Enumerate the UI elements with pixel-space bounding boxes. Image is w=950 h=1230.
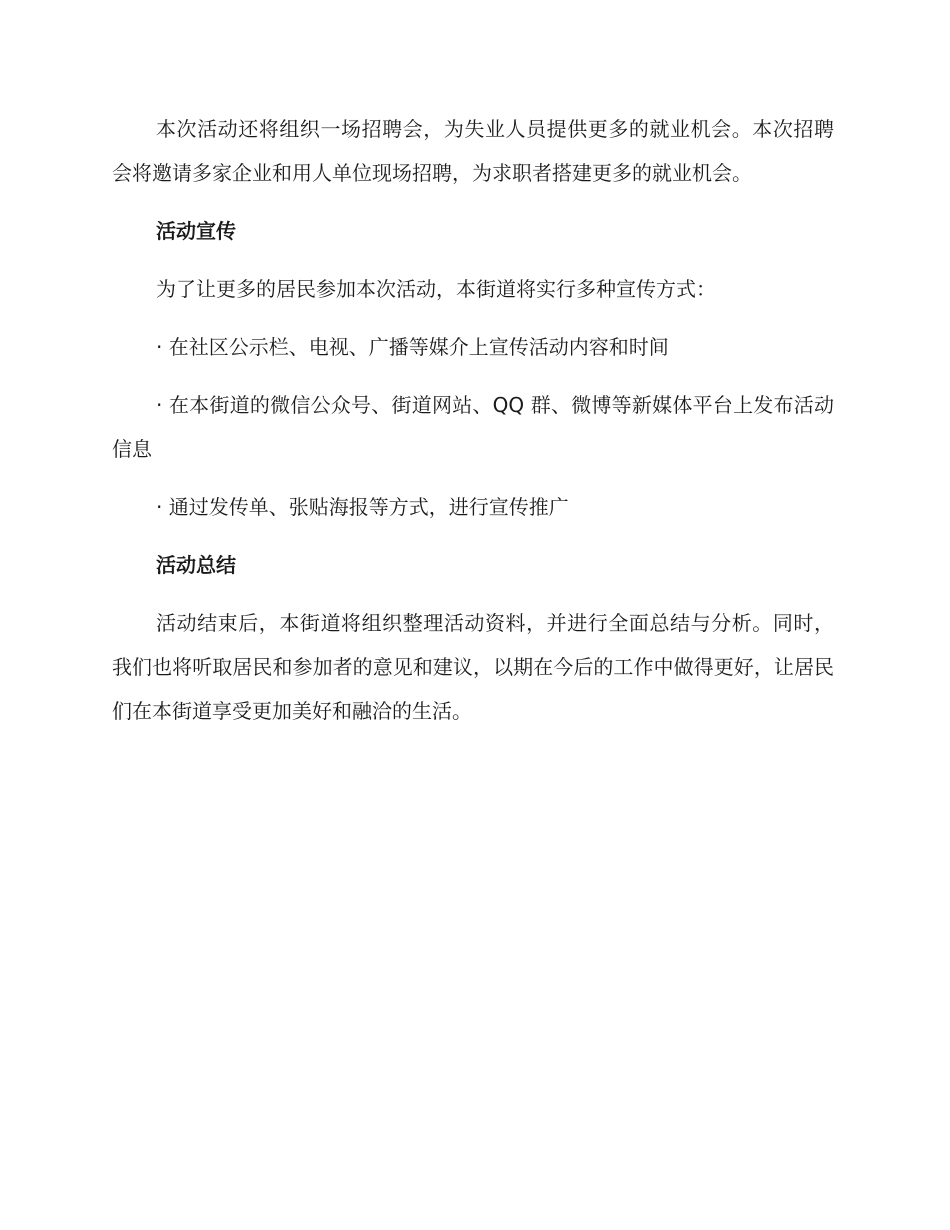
heading-activity-summary: 活动总结 (156, 553, 236, 577)
spacer (112, 311, 834, 325)
bullet-item-new-media: · 在本街道的微信公众号、街道网站、QQ 群、微博等新媒体平台上发布活动信息 (112, 393, 834, 461)
bullet-item-community-board: · 在社区公示栏、电视、广播等媒介上宣传活动内容和时间 (156, 335, 669, 359)
paragraph-publicity-intro: 为了让更多的居民参加本次活动，本街道将实行多种宣传方式： (156, 277, 716, 301)
spacer (112, 471, 834, 485)
bullet-item-flyers: · 通过发传单、张贴海报等方式，进行宣传推广 (156, 495, 569, 519)
paragraph-job-fair: 本次活动还将组织一场招聘会，为失业人员提供更多的就业机会。本次招聘会将邀请多家企业和用人单位现场招聘，为求职者搭建更多的就业机会。 (112, 117, 834, 185)
spacer (112, 587, 834, 601)
spacer (112, 529, 834, 543)
spacer (112, 195, 834, 209)
document-page (112, 107, 834, 733)
spacer (112, 369, 834, 383)
spacer (112, 253, 834, 267)
heading-activity-publicity: 活动宣传 (156, 219, 236, 243)
paragraph-summary: 活动结束后，本街道将组织整理活动资料，并进行全面总结与分析。同时，我们也将听取居民和参加者的意见和建议，以期在今后的工作中做得更好，让居民们在本街道享受更加美好和融洽的生活。 (112, 611, 834, 723)
